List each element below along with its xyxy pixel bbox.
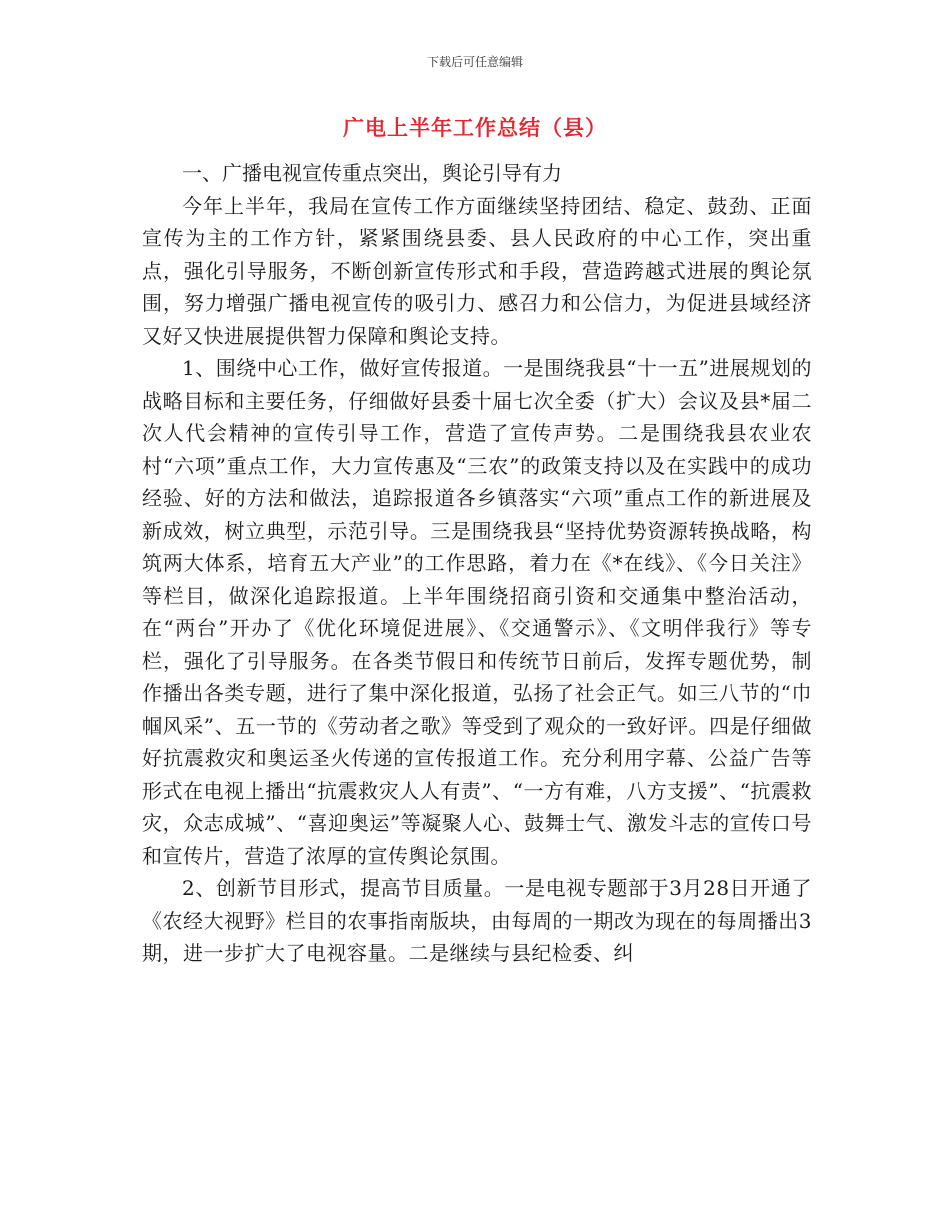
section-heading: 一、广播电视宣传重点突出，舆论引导有力 xyxy=(182,161,562,185)
paragraph-item-2: 2、创新节目形式，提高节目质量。一是电视专题部于3月28日开通了《农经大视野》栏目的农事指南版块，由每周的一期改为现在的每周播出3期，进一步扩大了电视容量。二是继续与县纪检委、纠 xyxy=(142,876,812,965)
paragraph-item-1: 1、围绕中心工作，做好宣传报道。一是围绕我县“十一五”进展规划的战略目标和主要任务，仔细做好县委十届七次全委（扩大）会议及县*届二次人代会精神的宣传引导工作，营造了宣传声势。二是围绕我县农业农村“六项”重点工作，大力宣传惠及“三农”的政策支持以及在实践中的成功经验、好的方法和做法，追踪报道各乡镇落实“六项”重点工作的新进展及新成效，树立典型，示范引导。三是围绕我县“坚持优势资源转换战略，构筑两大体系，培育五大产业”的工作思路，着力在《*在线》、《今日关注》等栏目，做深化追踪报道。上半年围绕招商引资和交通集中整治活动，在“两台”开办了《优化环境促进展》、《交通警示》、《文明伴我行》等专栏，强化了引导服务。在各类节假日和传统节日前后，发挥专题优势，制作播出各类专题，进行了集中深化报道，弘扬了社会正气。如三八节的“巾帼风采”、五一节的《劳动者之歌》等受到了观众的一致好评。四是仔细做好抗震救灾和奥运圣火传递的宣传报道工作。充分利用字幕、公益广告等形式在电视上播出“抗震救灾人人有责”、“一方有难，八方支援”、“抗震救灾，众志成城”、“喜迎奥运”等凝聚人心、鼓舞士气、激发斗志的宣传口号和宣传片，营造了浓厚的宣传舆论氛围。 xyxy=(142,356,812,868)
header-note: 下载后可任意编辑 xyxy=(426,55,523,69)
paragraph-intro: 今年上半年，我局在宣传工作方面继续坚持团结、稳定、鼓劲、正面宣传为主的工作方针，紧紧围绕县委、县人民政府的中心工作，突出重点，强化引导服务，不断创新宣传形式和手段，营造跨越式进展的舆论氛围，努力增强广播电视宣传的吸引力、感召力和公信力，为促进县域经济又好又快进展提供智力保障和舆论支持。 xyxy=(142,193,812,348)
document-body xyxy=(142,157,812,970)
document-title: 广电上半年工作总结（县） xyxy=(343,116,607,140)
